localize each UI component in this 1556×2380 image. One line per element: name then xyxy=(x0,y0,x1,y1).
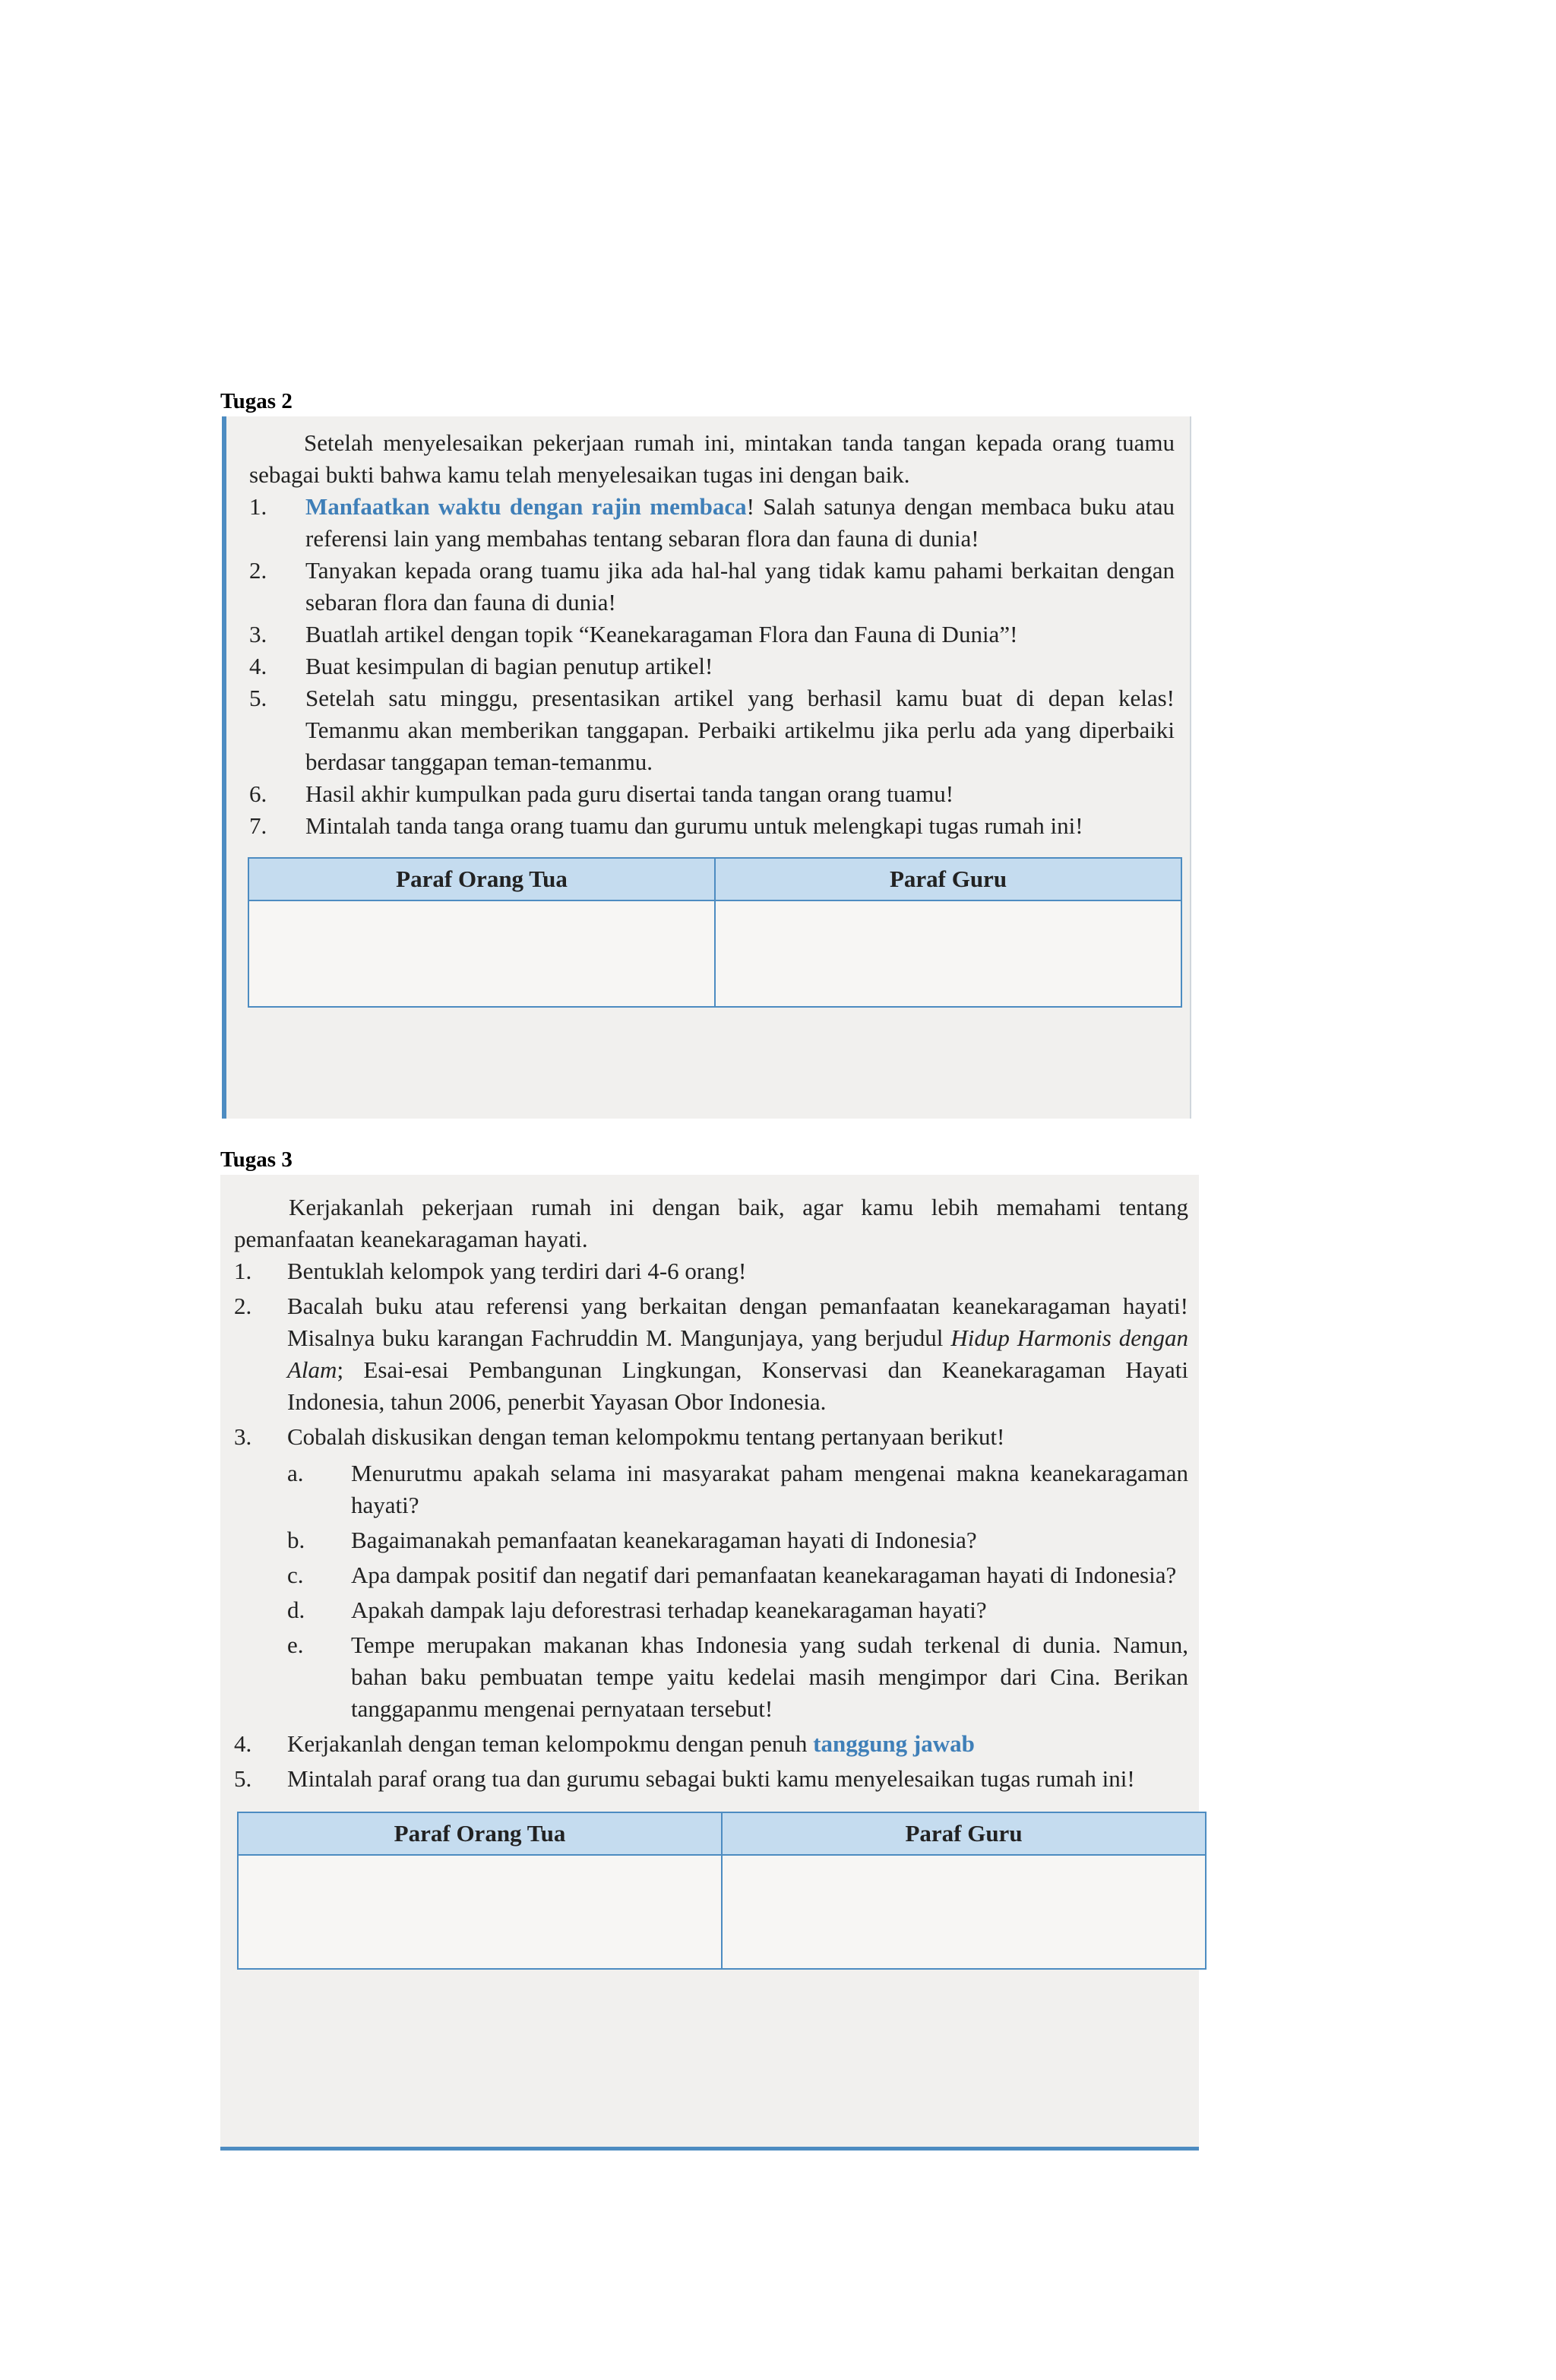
list-item xyxy=(234,1255,1188,1287)
item-number: 4. xyxy=(234,1730,252,1757)
teacher-signature-cell xyxy=(715,900,1181,1007)
teacher-signature-header: Paraf Guru xyxy=(715,858,1181,900)
item-text: Mintalah paraf orang tua dan gurumu sebagai bukti kamu menyelesaikan tugas rumah ini! xyxy=(287,1765,1135,1792)
question-item xyxy=(287,1629,1188,1725)
question-letter: e. xyxy=(287,1632,304,1658)
signature-table xyxy=(237,1812,1207,1970)
teacher-signature-cell xyxy=(722,1855,1206,1969)
signature-table xyxy=(248,857,1182,1008)
item-text: ! Salah satunya dengan membaca buku atau referensi lain yang membahas tentang sebaran flora dan fauna di dunia! xyxy=(305,493,1175,552)
item-number: 5. xyxy=(234,1765,252,1792)
question-letter: b. xyxy=(287,1527,305,1553)
question-text: Bagaimanakah pemanfaatan keanekaragaman hayati di Indonesia? xyxy=(351,1527,977,1553)
list-item xyxy=(249,650,1175,682)
item-number: 3. xyxy=(234,1423,252,1450)
question-list-wrap xyxy=(287,1457,1188,1725)
item-number: 5. xyxy=(249,685,267,711)
item-text: Tanyakan kepada orang tuamu jika ada hal-hal yang tidak kamu pahami berkaitan dengan sebaran flora dan fauna di dunia! xyxy=(305,557,1175,616)
item-number: 2. xyxy=(249,557,267,584)
question-text: Menurutmu apakah selama ini masyarakat paham mengenai makna keanekaragaman hayati? xyxy=(351,1460,1188,1518)
question-letter: a. xyxy=(287,1460,304,1486)
item-text: Buatlah artikel dengan topik “Keanekaragaman Flora dan Fauna di Dunia”! xyxy=(305,621,1018,647)
list-item xyxy=(249,555,1175,619)
question-text: Apa dampak positif dan negatif dari pemanfaatan keanekaragaman hayati di Indonesia? xyxy=(351,1562,1177,1588)
list-item xyxy=(249,491,1175,555)
item-number: 7. xyxy=(249,812,267,839)
tugas-2-heading: Tugas 2 xyxy=(220,389,293,413)
parent-signature-cell xyxy=(248,900,715,1007)
question-item xyxy=(287,1457,1188,1521)
item-text: Hasil akhir kumpulkan pada guru disertai tanda tangan orang tuamu! xyxy=(305,780,954,807)
question-item xyxy=(287,1559,1188,1591)
item-text: Buat kesimpulan di bagian penutup artikel! xyxy=(305,653,713,679)
tugas-3-list xyxy=(234,1255,1188,1795)
item-text: Cobalah diskusikan dengan teman kelompokmu tentang pertanyaan berikut! xyxy=(287,1423,1005,1450)
highlight-text: Manfaatkan waktu dengan rajin membaca xyxy=(305,493,747,520)
item-text: Bacalah buku atau referensi yang berkaitan dengan pemanfaatan keanekaragaman hayati! Misalnya buku karangan Fachruddin M. Mangunjaya, yang berjudul xyxy=(287,1293,1188,1351)
tugas-2-list xyxy=(249,491,1175,842)
item-text: Setelah satu minggu, presentasikan artikel yang berhasil kamu buat di depan kelas! Temanmu akan memberikan tanggapan. Perbaiki artikelmu jika perlu ada yang diperbaiki berdasar tanggapan teman-temanmu. xyxy=(305,685,1175,775)
item-number: 4. xyxy=(249,653,267,679)
item-number: 3. xyxy=(249,621,267,647)
list-item xyxy=(234,1421,1188,1725)
question-letter: c. xyxy=(287,1562,304,1588)
parent-signature-cell xyxy=(238,1855,722,1969)
list-item xyxy=(249,810,1175,842)
item-number: 1. xyxy=(234,1258,252,1284)
question-list xyxy=(287,1457,1188,1725)
item-text: Mintalah tanda tanga orang tuamu dan gurumu untuk melengkapi tugas rumah ini! xyxy=(305,812,1083,839)
list-item xyxy=(234,1728,1188,1760)
tugas-2-panel xyxy=(222,416,1191,1119)
tugas-3-panel xyxy=(220,1175,1199,2151)
list-item xyxy=(234,1290,1188,1418)
item-text: Bentuklah kelompok yang terdiri dari 4-6 orang! xyxy=(287,1258,747,1284)
highlight-text: tanggung jawab xyxy=(813,1730,975,1757)
list-item xyxy=(249,778,1175,810)
item-number: 1. xyxy=(249,493,267,520)
teacher-signature-header: Paraf Guru xyxy=(722,1812,1206,1855)
tugas-2-intro: Setelah menyelesaikan pekerjaan rumah ini, mintakan tanda tangan kepada orang tuamu sebagai bukti bahwa kamu telah menyelesaikan tugas ini dengan baik. xyxy=(249,429,1175,488)
item-number: 2. xyxy=(234,1293,252,1319)
question-item xyxy=(287,1594,1188,1626)
question-item xyxy=(287,1524,1188,1556)
book-title: Hidup Harmonis dengan Alam xyxy=(287,1325,1188,1383)
list-item xyxy=(249,682,1175,778)
question-text: Apakah dampak laju deforestrasi terhadap keanekaragaman hayati? xyxy=(351,1597,987,1623)
question-letter: d. xyxy=(287,1597,305,1623)
list-item xyxy=(234,1763,1188,1795)
tugas-3-heading: Tugas 3 xyxy=(220,1147,293,1172)
item-text: ; Esai-esai Pembangunan Lingkungan, Konservasi dan Keanekaragaman Hayati Indonesia, tahun 2006, penerbit Yayasan Obor Indonesia. xyxy=(287,1356,1188,1415)
question-text: Tempe merupakan makanan khas Indonesia yang sudah terkenal di dunia. Namun, bahan baku pembuatan tempe yaitu kedelai masih mengimpor dari Cina. Berikan tanggapanmu mengenai pernyataan tersebut! xyxy=(351,1632,1188,1722)
list-item xyxy=(249,619,1175,650)
item-number: 6. xyxy=(249,780,267,807)
parent-signature-header: Paraf Orang Tua xyxy=(248,858,715,900)
tugas-3-intro: Kerjakanlah pekerjaan rumah ini dengan baik, agar kamu lebih memahami tentang pemanfaatan keanekaragaman hayati. xyxy=(234,1194,1188,1252)
parent-signature-header: Paraf Orang Tua xyxy=(238,1812,722,1855)
item-text: Kerjakanlah dengan teman kelompokmu dengan penuh xyxy=(287,1730,814,1757)
